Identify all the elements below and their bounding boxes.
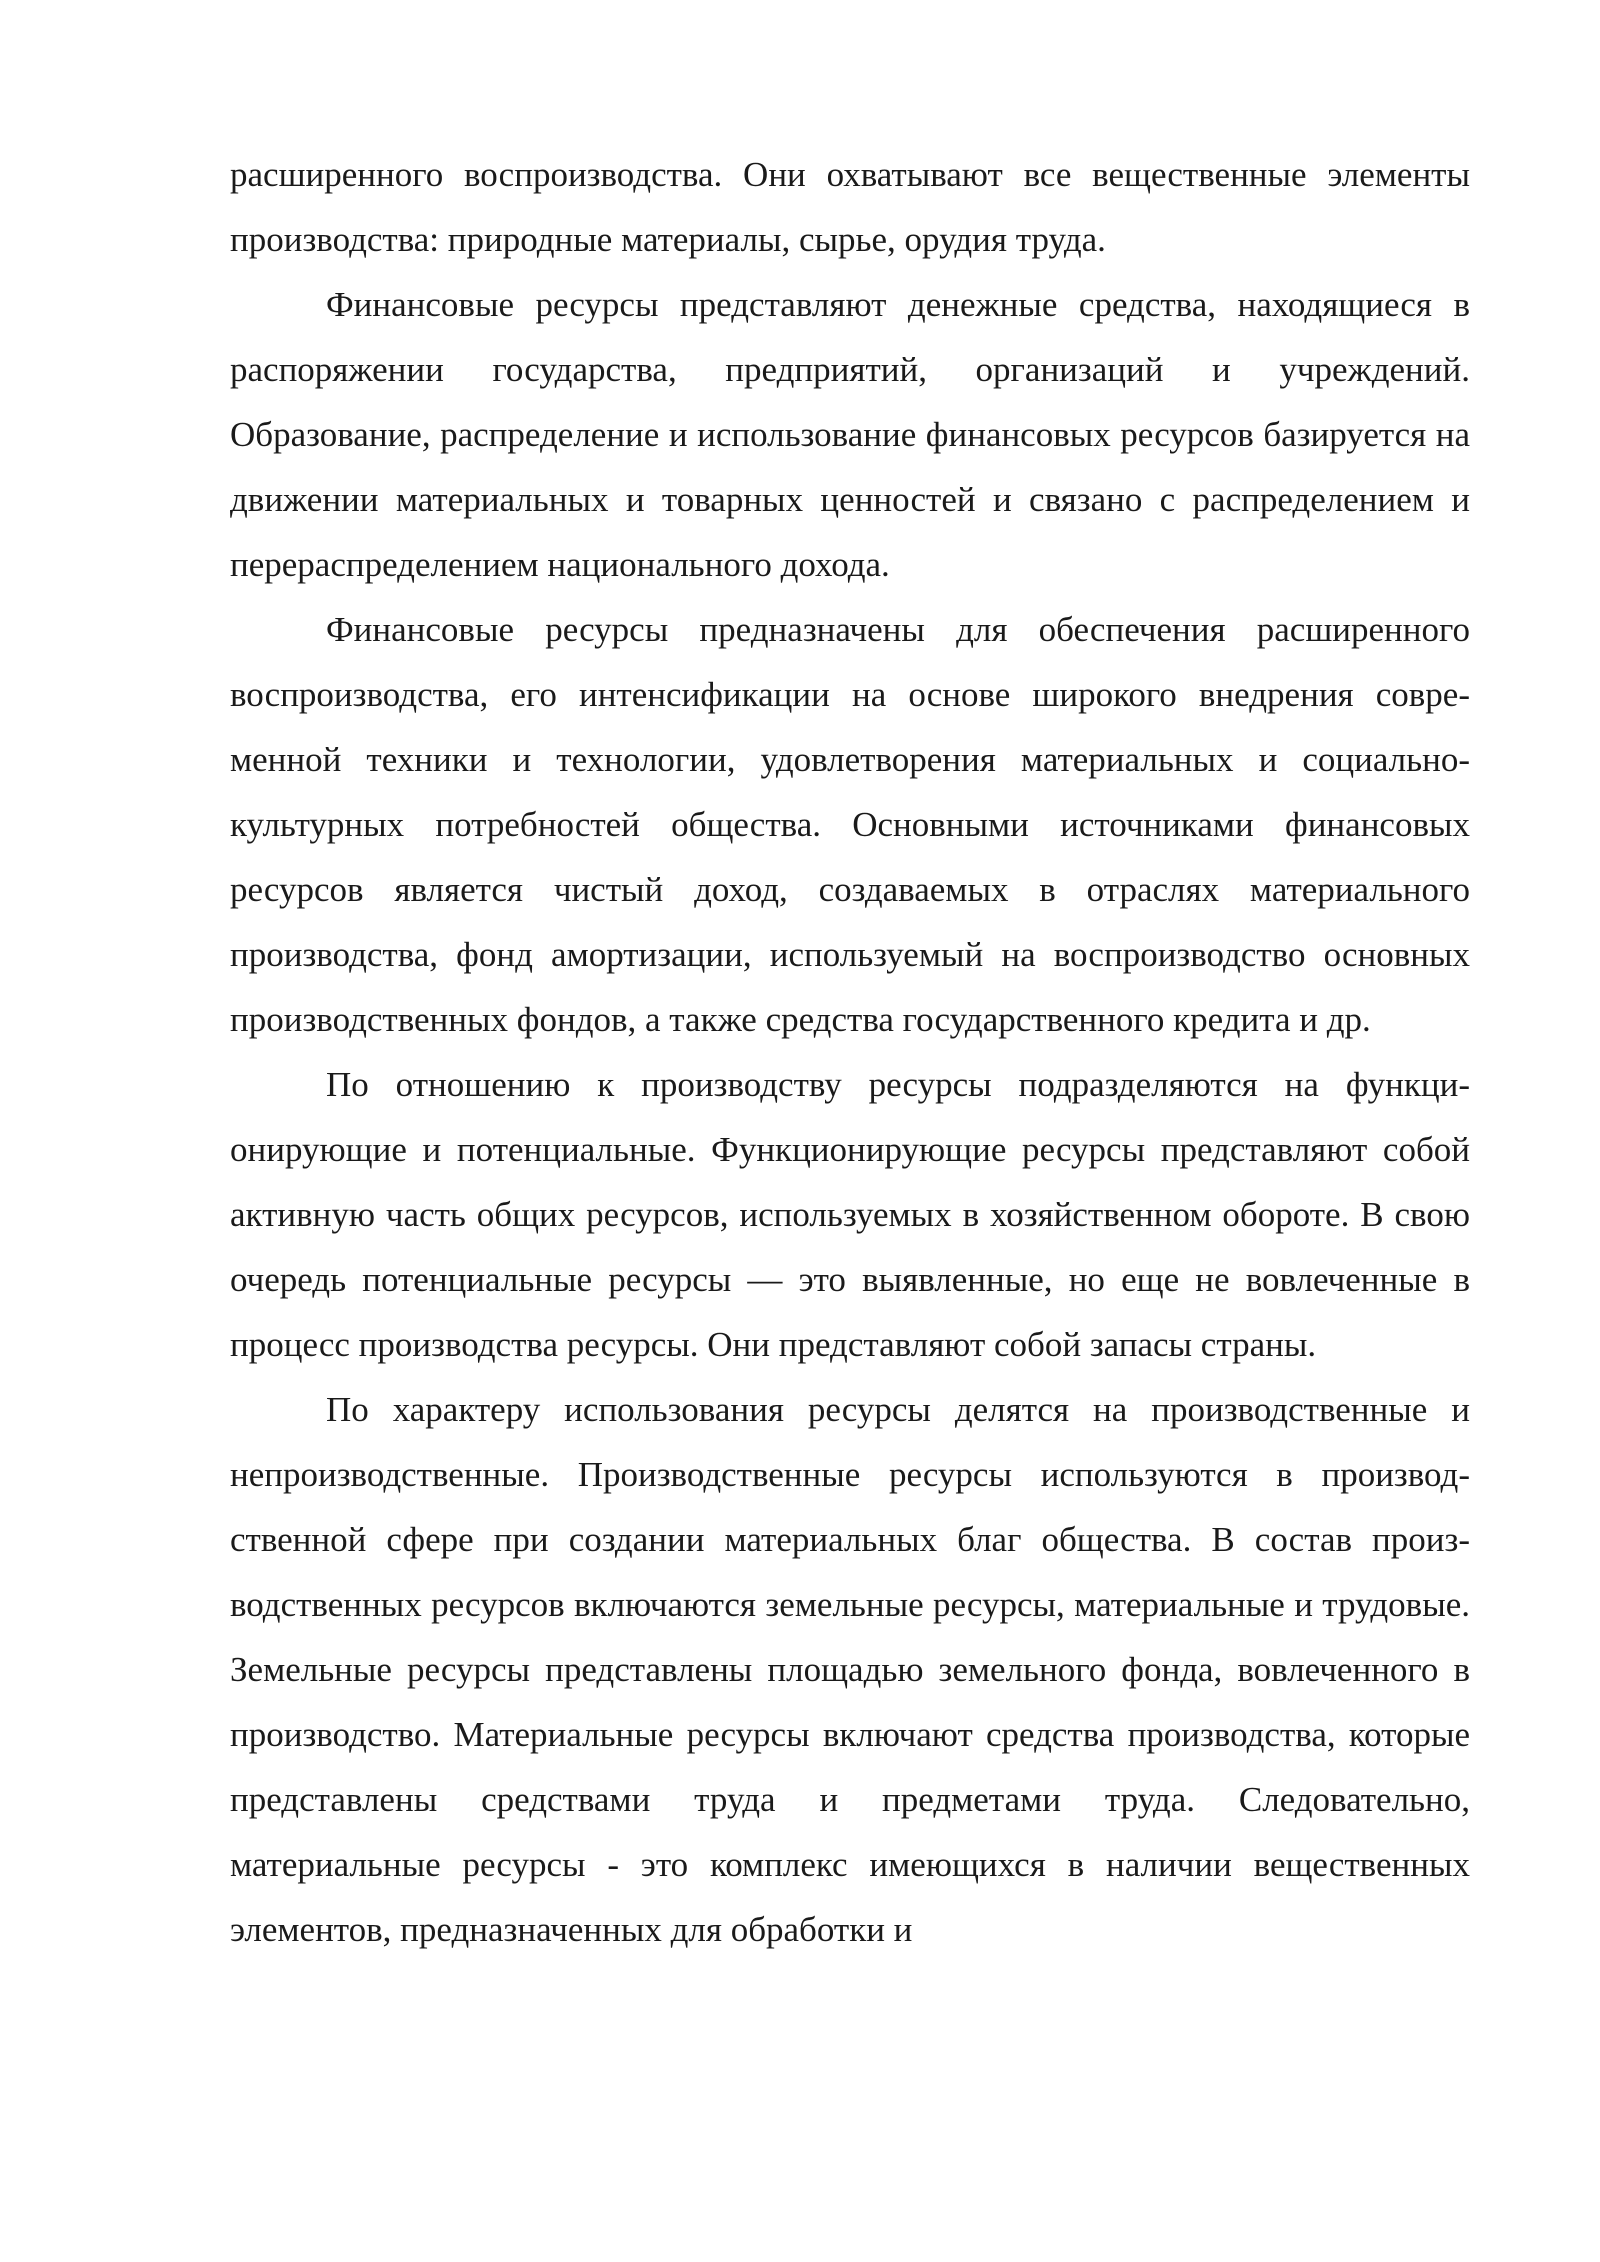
paragraph-5: По характеру использования ресурсы делятся на производственные и непроизводственные. Производственные ресурсы используются в производственной сфере при создании материальных благ общества. В состав производственных ресурсов включаются земельные ресурсы, материальные и трудовые. Земельные ресурсы представлены площадью земельного фонда, вовлеченного в производство. Материальные ресурсы включают средства производства, которые представлены средствами труда и предметами труда. Следовательно, материальные ресурсы - это комплекс имеющихся в наличии вещественных элементов, предназначенных для обработки и — [230, 1390, 1470, 1949]
paragraph-1: расширенного воспроизводства. Они охватывают все вещественные элементы производства: природные материалы, сырье, орудия труда. — [230, 155, 1470, 259]
paragraph-4: По отношению к производству ресурсы подразделяются на функционирующие и потенциальные. Функционирующие ресурсы представляют собой активную часть общих ресурсов, используемых в хозяйственном обороте. В свою очередь потенциальные ресурсы — это выявленные, но еще не вовлеченные в процесс производства ресурсы. Они представляют собой запасы страны. — [230, 1065, 1470, 1364]
paragraph-2: Финансовые ресурсы представляют денежные средства, находящиеся в распоряжении государства, предприятий, организаций и учреждений. Образование, распределение и использование финансовых ресурсов базируется на движении материальных и товарных ценностей и связано с распределением и перераспределением национального дохода. — [230, 285, 1470, 584]
paragraph-3: Финансовые ресурсы предназначены для обеспечения расширенного воспроизводства, его интенсификации на основе широкого внедрения современной техники и технологии, удовлетворения материальных и социально-культурных потребностей общества. Основными источниками финансовых ресурсов является чистый доход, создаваемых в отраслях материального производства, фонд амортизации, используемый на воспроизводство основных производственных фондов, а также средства государственного кредита и др. — [230, 610, 1470, 1039]
document-body — [230, 142, 1470, 1962]
